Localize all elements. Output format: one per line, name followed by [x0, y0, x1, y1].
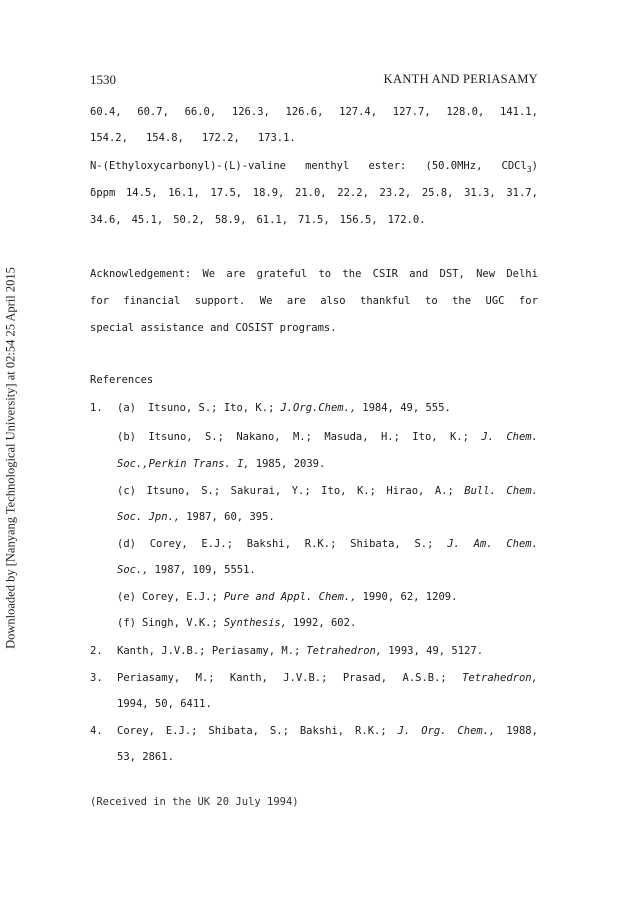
ref-1a: (a) Itsuno, S.; Ito, K.; J.Org.Chem., 1984, 49, 555.: [117, 402, 451, 414]
ref-1d-line-1: (d) Corey, E.J.; Bakshi, R.K.; Shibata, S.; J. Am. Chem.: [117, 538, 538, 550]
ref-2-number: 2.: [90, 645, 103, 657]
received-date: (Received in the UK 20 July 1994): [90, 796, 299, 808]
ref-1b-line-1: (b) Itsuno, S.; Nakano, M.; Masuda, H.; Ito, K.; J. Chem.: [117, 431, 538, 443]
solvent: CDCl$_3$): [501, 160, 538, 174]
ref-1d-line-2: Soc., 1987, 109, 5551.: [117, 564, 256, 576]
compound-name: N-(Ethyloxycarbonyl)-(L)-valine: [90, 160, 286, 172]
running-head-authors: KANTH AND PERIASAMY: [383, 72, 538, 86]
ref-1f: (f) Singh, V.K.; Synthesis, 1992, 602.: [117, 617, 357, 629]
ref-4-line-1: Corey, E.J.; Shibata, S.; Bakshi, R.K.; J. Org. Chem., 1988,: [117, 725, 538, 737]
compound-nmr-line-2: 34.6, 45.1, 50.2, 58.9, 61.1, 71.5, 156.5, 172.0.: [90, 214, 426, 226]
ref-3-line-1: Periasamy, M.; Kanth, J.V.B.; Prasad, A.S.B.; Tetrahedron,: [117, 672, 538, 684]
watermark-text: Downloaded by [Nanyang Technological University] at 02:54 25 April 2015: [3, 267, 18, 649]
ref-4-number: 4.: [90, 725, 103, 737]
ack-line-2: for financial support. We are also thankful to the UGC for: [90, 295, 538, 307]
ack-line-1: Acknowledgement: We are grateful to the CSIR and DST, New Delhi: [90, 268, 538, 280]
ack-line-3: special assistance and COSIST programs.: [90, 322, 337, 334]
nmr-line-2: 154.2, 154.8, 172.2, 173.1.: [90, 132, 296, 144]
ref-1e: (e) Corey, E.J.; Pure and Appl. Chem., 1990, 62, 1209.: [117, 591, 458, 603]
ref-4-line-2: 53, 2861.: [117, 751, 174, 763]
download-watermark: [0, 0, 22, 912]
ref-3-number: 3.: [90, 672, 103, 684]
ref-3-line-2: 1994, 50, 6411.: [117, 698, 212, 710]
nmr-line-1: 60.4, 60.7, 66.0, 126.3, 126.6, 127.4, 127.7, 128.0, 141.1,: [90, 106, 538, 118]
ref-1b-line-2: Soc.,Perkin Trans. I, 1985, 2039.: [117, 458, 326, 470]
references-heading: References: [90, 374, 154, 386]
page-number: 1530: [90, 72, 116, 87]
ref-1c-line-1: (c) Itsuno, S.; Sakurai, Y.; Ito, K.; Hirao, A.; Bull. Chem.: [117, 485, 538, 497]
ref-2: Kanth, J.V.B.; Periasamy, M.; Tetrahedron, 1993, 49, 5127.: [117, 645, 484, 657]
ref-1-number: 1.: [90, 402, 103, 414]
ref-1c-line-2: Soc. Jpn., 1987, 60, 395.: [117, 511, 275, 523]
compound-heading: N-(Ethyloxycarbonyl)-(L)-valine menthyl ester: (50.0MHz, CDCl$_3$): [90, 160, 538, 174]
compound-nmr-line-1: δppm 14.5, 16.1, 17.5, 18.9, 21.0, 22.2, 23.2, 25.8, 31.3, 31.7,: [90, 187, 538, 199]
